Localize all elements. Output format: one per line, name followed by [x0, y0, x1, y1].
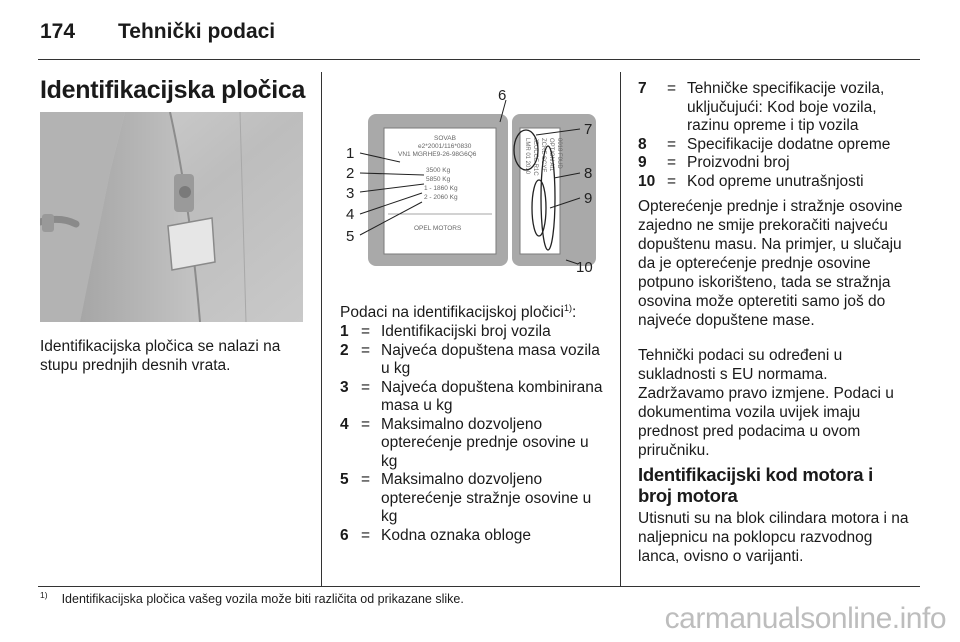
legend-equals: = — [361, 526, 371, 544]
plate-side-4: OPTION AI1 — [548, 138, 554, 172]
plate-line-8: OPEL MOTORS — [414, 225, 462, 232]
photo-caption: Identifikacijska pločica se nalazi na stupu prednjih desnih vrata. — [40, 338, 281, 374]
legend-item — [638, 80, 908, 136]
footnote-mark: 1) — [40, 590, 48, 600]
legend-text: Maksimalno dozvoljeno opterećenje stražnje osovine u kg — [381, 471, 592, 525]
legend-equals: = — [361, 378, 371, 396]
section-title: Identifikacijska pločica — [40, 76, 306, 104]
legend-number: 10 — [638, 172, 656, 190]
plate-line-4: 3500 Kg — [426, 167, 451, 174]
callout-2: 2 — [346, 165, 355, 182]
callout-5: 5 — [346, 228, 355, 245]
callout-7: 7 — [584, 121, 593, 138]
legend-text: Najveća dopuštena kombinirana masa u kg — [381, 378, 603, 414]
plate-line-6: 1 - 1860 Kg — [424, 185, 458, 192]
column-divider-right — [620, 72, 621, 586]
legend-equals: = — [361, 341, 371, 359]
legend-list-right — [638, 80, 908, 191]
legend-text: Tehničke specifikacije vozila, uključujući: Kod boje vozila, razinu opreme i tip vozila — [687, 80, 885, 134]
plate-intro-text: Podaci na identifikacijskoj pločici — [340, 304, 565, 322]
engine-code-paragraph: Utisnuti su na blok cilindara motora i na naljepnicu na poklopcu razvodnog lanca, ovisno o varijanti. — [638, 510, 909, 565]
legend-text: Identifikacijski broj vozila — [381, 323, 551, 340]
engine-code-heading: Identifikacijski kod motora i broj motora — [638, 464, 873, 506]
chapter-title: Tehnički podaci — [118, 20, 276, 43]
plate-line-2: e2*2001/116*0830 — [418, 143, 472, 150]
legend-item — [340, 471, 605, 527]
footnote-ref: 1) — [564, 303, 573, 313]
legend-equals: = — [361, 471, 371, 488]
callout-1: 1 — [346, 145, 355, 162]
footnote-rule — [38, 586, 920, 587]
plate-line-3: VN1 MGRHE9-26-98G6Q6 — [398, 151, 477, 158]
eu-norms-paragraph: Tehnički podaci su određeni u sukladnosti s EU normama. Zadržavamo pravo izmjene. Podaci u dokumentima vozila uvijek imaju prednost pred podacima u ovom priručniku. — [638, 347, 894, 459]
legend-text: Najveća dopuštena masa vozila u kg — [381, 341, 600, 377]
legend-number: 8 — [638, 135, 647, 153]
door-pillar-photo — [40, 112, 303, 322]
legend-list-middle — [340, 323, 605, 545]
legend-item — [340, 323, 605, 342]
legend-number: 4 — [340, 415, 349, 433]
legend-equals: = — [667, 135, 677, 153]
legend-text: Maksimalno dozvoljeno opterećenje prednje osovine u kg — [381, 415, 589, 470]
legend-number: 1 — [340, 323, 349, 340]
legend-number: 6 — [340, 526, 349, 544]
callout-9: 9 — [584, 190, 593, 207]
plate-line-7: 2 - 2060 Kg — [424, 194, 458, 201]
callout-10: 10 — [576, 259, 593, 276]
axle-load-paragraph: Opterećenje prednje i stražnje osovine zajedno ne smije prekoračiti najveću dopuštenu masu. Na primjer, u slučaju da je opterećenje prednje osovine potpuno iskorišteno, tada se stražnja osovina može opteretiti samo još do najveće dopuštene mase. — [638, 198, 903, 329]
legend-number: 3 — [340, 378, 349, 396]
callout-4: 4 — [346, 206, 355, 223]
plate-side-5: 0018 F0UD — [556, 138, 562, 169]
legend-text: Kodna oznaka obloge — [381, 526, 531, 544]
plate-line-1: SOVAB — [434, 135, 456, 142]
legend-number: 2 — [340, 341, 349, 359]
callout-6: 6 — [498, 87, 507, 104]
legend-item — [340, 527, 605, 546]
legend-item — [340, 416, 605, 472]
legend-number: 5 — [340, 471, 349, 488]
plate-intro — [340, 303, 576, 322]
legend-equals: = — [667, 154, 677, 171]
legend-number: 7 — [638, 80, 647, 97]
header-rule — [38, 59, 920, 60]
legend-number: 9 — [638, 154, 647, 171]
identification-plate-diagram — [340, 80, 602, 290]
legend-text: Specifikacije dodatne opreme — [687, 135, 891, 153]
legend-item — [638, 154, 908, 173]
plate-side-3: ZCRE SCYE — [540, 138, 546, 173]
watermark: carmanualsonline.info — [664, 602, 946, 635]
footnote — [40, 590, 464, 606]
legend-text: Proizvodni broj — [687, 154, 790, 171]
plate-side-2: JEUCCE R1C — [532, 138, 538, 176]
legend-text: Kod opreme unutrašnjosti — [687, 172, 864, 190]
legend-equals: = — [667, 80, 677, 97]
legend-item — [340, 342, 605, 379]
legend-equals: = — [361, 415, 371, 433]
footnote-text: Identifikacijska pločica vašeg vozila može biti različita od prikazane slike. — [61, 592, 464, 607]
plate-intro-suffix: : — [572, 304, 577, 322]
plate-side-1: LMR 01 2010 — [524, 138, 530, 175]
legend-equals: = — [361, 323, 371, 340]
legend-item — [638, 136, 908, 155]
legend-equals: = — [667, 172, 677, 190]
plate-line-5: 5850 Kg — [426, 176, 451, 183]
page-number: 174 — [40, 20, 76, 43]
legend-item — [638, 173, 908, 192]
callout-3: 3 — [346, 185, 355, 202]
callout-8: 8 — [584, 165, 593, 182]
column-divider-left — [321, 72, 322, 586]
legend-item — [340, 379, 605, 416]
